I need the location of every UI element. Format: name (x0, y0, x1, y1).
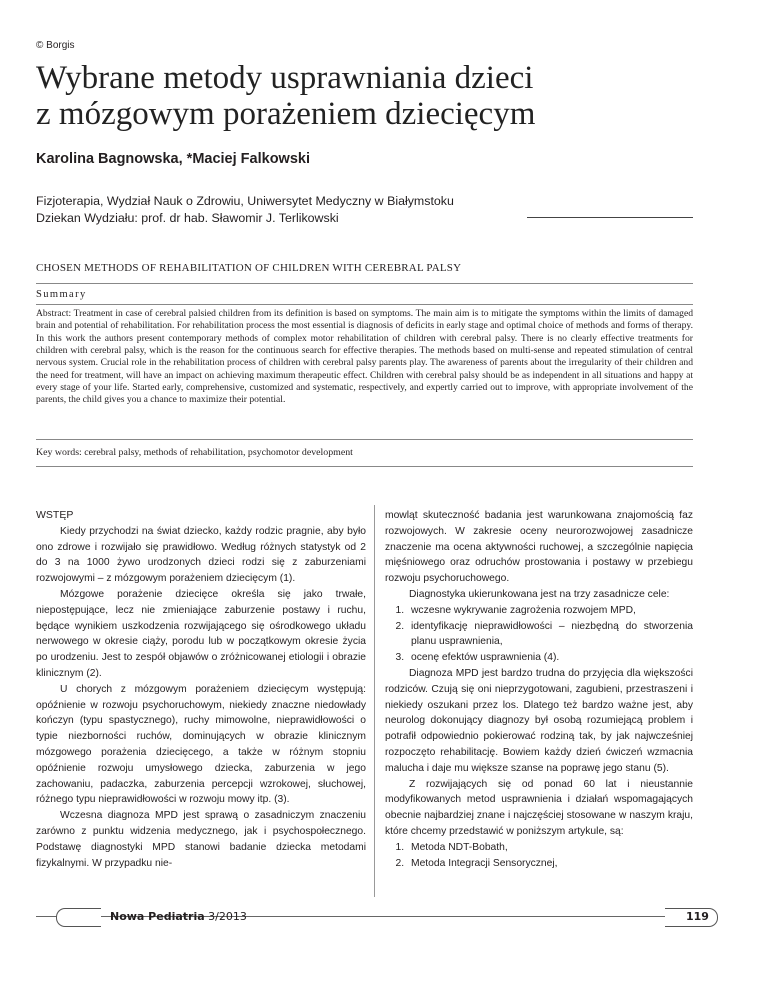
paragraph: Diagnoza MPD jest bardzo trudna do przyjęcia dla większości rodziców. Czują się oni nieprzygotowani, zagubieni, przestraszeni i niekiedy oszukani przez los. Dlatego też bardzo ważne jest, aby neurolog dokonujący diagnozy był osobą rozumiejącą problem i potrafił odpowiednio pokierować rodziną tak, by jak najwcześniej rozpoczęto rehabilitację. Bowiem każdy dzień ćwiczeń wzmacnia malucha i daje mu większe szanse na poprawę jego stanu (5). (385, 667, 693, 774)
affiliation-line-2: Dziekan Wydziału: prof. dr hab. Sławomir J. Terlikowski (36, 211, 339, 225)
paragraph: Wczesna diagnoza MPD jest sprawą o zasadniczym znaczeniu zarówno z punktu widzenia medycznego, jak i psychospołecznego. Podstawę diagnostyki MPD stanowi badanie dziecka metodami fizykalnymi. W przypadku nie- (36, 810, 366, 869)
list-item: 1. wczesne wykrywanie zagrożenia rozwojem MPD, (407, 603, 693, 619)
affiliation (36, 193, 556, 227)
paragraph: U chorych z mózgowym porażeniem dziecięcym występują: opóźnienie w rozwoju psychoruchowym, niekiedy znaczne niedowłady kończyn (typu spastycznego), ruchy mimowolne, nieprawidłowości o typie niezborności ruchów, dominujących w obrazie klinicznym mózgowego porażenia dziecięcego, a także w różnym stopniu opóźnienie rozwoju umysłowego dziecka, zaburzenia w jego zachowaniu, padaczka, zaburzenia percepcji wzrokowej, słuchowej, różnego typu nieprawidłowości w rozwoju mowy itp. (3). (36, 683, 366, 806)
english-title: CHOSEN METHODS OF REHABILITATION OF CHILDREN WITH CEREBRAL PALSY (36, 262, 462, 274)
affiliation-line-1: Fizjoterapia, Wydział Nauk o Zdrowiu, Uniwersytet Medyczny w Białymstoku (36, 194, 454, 208)
journal-footer (110, 910, 247, 923)
left-column (36, 508, 366, 871)
methods-list (385, 840, 693, 872)
summary-top-rule (36, 283, 693, 284)
keywords: Key words: cerebral palsy, methods of rehabilitation, psychomotor development (36, 447, 353, 458)
abstract-bottom-rule (36, 439, 693, 440)
abstract-text: Abstract: Treatment in case of cerebral palsied children from its definition is based on symptoms. The main aim is to mitigate the symptoms within the limits of damaged brain and potential of rehabilitation. For rehabilitation process the most essential is diagnosis of deficits in early stage and optimal choice of methods and forms of therapy. In this work the authors present contemporary methods of complex motor rehabilitation of children with cerebral palsy. There is no clearly effective treatments for children with cerebral palsy, which is the reason for the continuous search for effective therapies. The methods based on multi-sense and repeated stimulation of central nervous system. Crucial role in the rehabilitation process of children with cerebral palsy parents play. The awareness of parents about the irregularity of their children and the need for treatment, will have an impact on achieving maximum therapeutic effect. Children with cerebral palsy should be as independent in all situations and happy at every stage of your life. Started early, comprehensive, customized and systematic, respectively, and expertly carried out to improve, with appropriate involvement of the parents, the child gives you a chance to maximize their potential. (36, 308, 693, 406)
affiliation-rule (527, 217, 693, 218)
keywords-bottom-rule (36, 466, 693, 467)
summary-heading: Summary (36, 289, 87, 300)
title-line-2: z mózgowym porażeniem dziecięcym (36, 96, 536, 132)
authors: Karolina Bagnowska, *Maciej Falkowski (36, 151, 310, 167)
paragraph: mowląt skuteczność badania jest warunkowana znajomością faz rozwojowych. W zakresie oceny neurorozwojowej zasadnicze znaczenie ma ocena aktywności ruchowej, a szczególnie napięcia mięśniowego oraz odruchów prostowania i postawy w przebiegu rozwoju psychoruchowego. (385, 510, 693, 585)
summary-heading-rule (36, 304, 693, 305)
section-heading: WSTĘP (36, 509, 74, 521)
list-item: 2. Metoda Integracji Sensorycznej, (407, 856, 693, 872)
list-item: 2. identyfikację nieprawidłowości – niezbędną do stworzenia planu usprawnienia, (407, 619, 693, 651)
page-number: 119 (686, 910, 709, 923)
paragraph: Kiedy przychodzi na świat dziecko, każdy rodzic pragnie, aby było ono zdrowe i rozwijało się prawidłowo. Według różnych statystyk od 2 do 3 na 1000 żywo urodzonych dzieci rodzi się z zaburzeniami rozwojowymi – z mózgowym porażeniem dziecięcym (1). (36, 525, 366, 585)
paragraph: Mózgowe porażenie dziecięce określa się jako trwałe, niepostępujące, lecz nie zmieniające zaburzenie postawy i ruchu, będące wynikiem uszkodzenia rozwijającego się ośrodkowego układu nerwowego w okresie ciąży, porodu lub w początkowym okresie życia po urodzeniu. Jest to zespół objawów o zróżnicowanej etiologii i obrazie klinicznym (2). (36, 588, 366, 679)
paragraph: Z rozwijających się od ponad 60 lat i nieustannie modyfikowanych metod usprawnienia i działań wspomagających obecnie najbardziej znane i najczęściej stosowane w naszym kraju, które chcemy przedstawić w poniższym artykule, są: (385, 778, 693, 837)
journal-issue: 3/2013 (208, 910, 247, 923)
right-column (385, 508, 693, 871)
copyright-notice: © Borgis (36, 40, 75, 51)
title-line-1: Wybrane metody usprawniania dzieci (36, 60, 534, 96)
list-item: 3. ocenę efektów usprawnienia (4). (407, 650, 693, 666)
footer-left-tab (56, 908, 101, 927)
article-title (36, 60, 716, 132)
paragraph: Diagnostyka ukierunkowana jest na trzy zasadnicze cele: (409, 588, 670, 600)
diagnostic-goals-list (385, 603, 693, 666)
column-divider (374, 505, 375, 897)
list-item: 1. Metoda NDT-Bobath, (407, 840, 693, 856)
journal-name: Nowa Pediatria (110, 910, 205, 923)
